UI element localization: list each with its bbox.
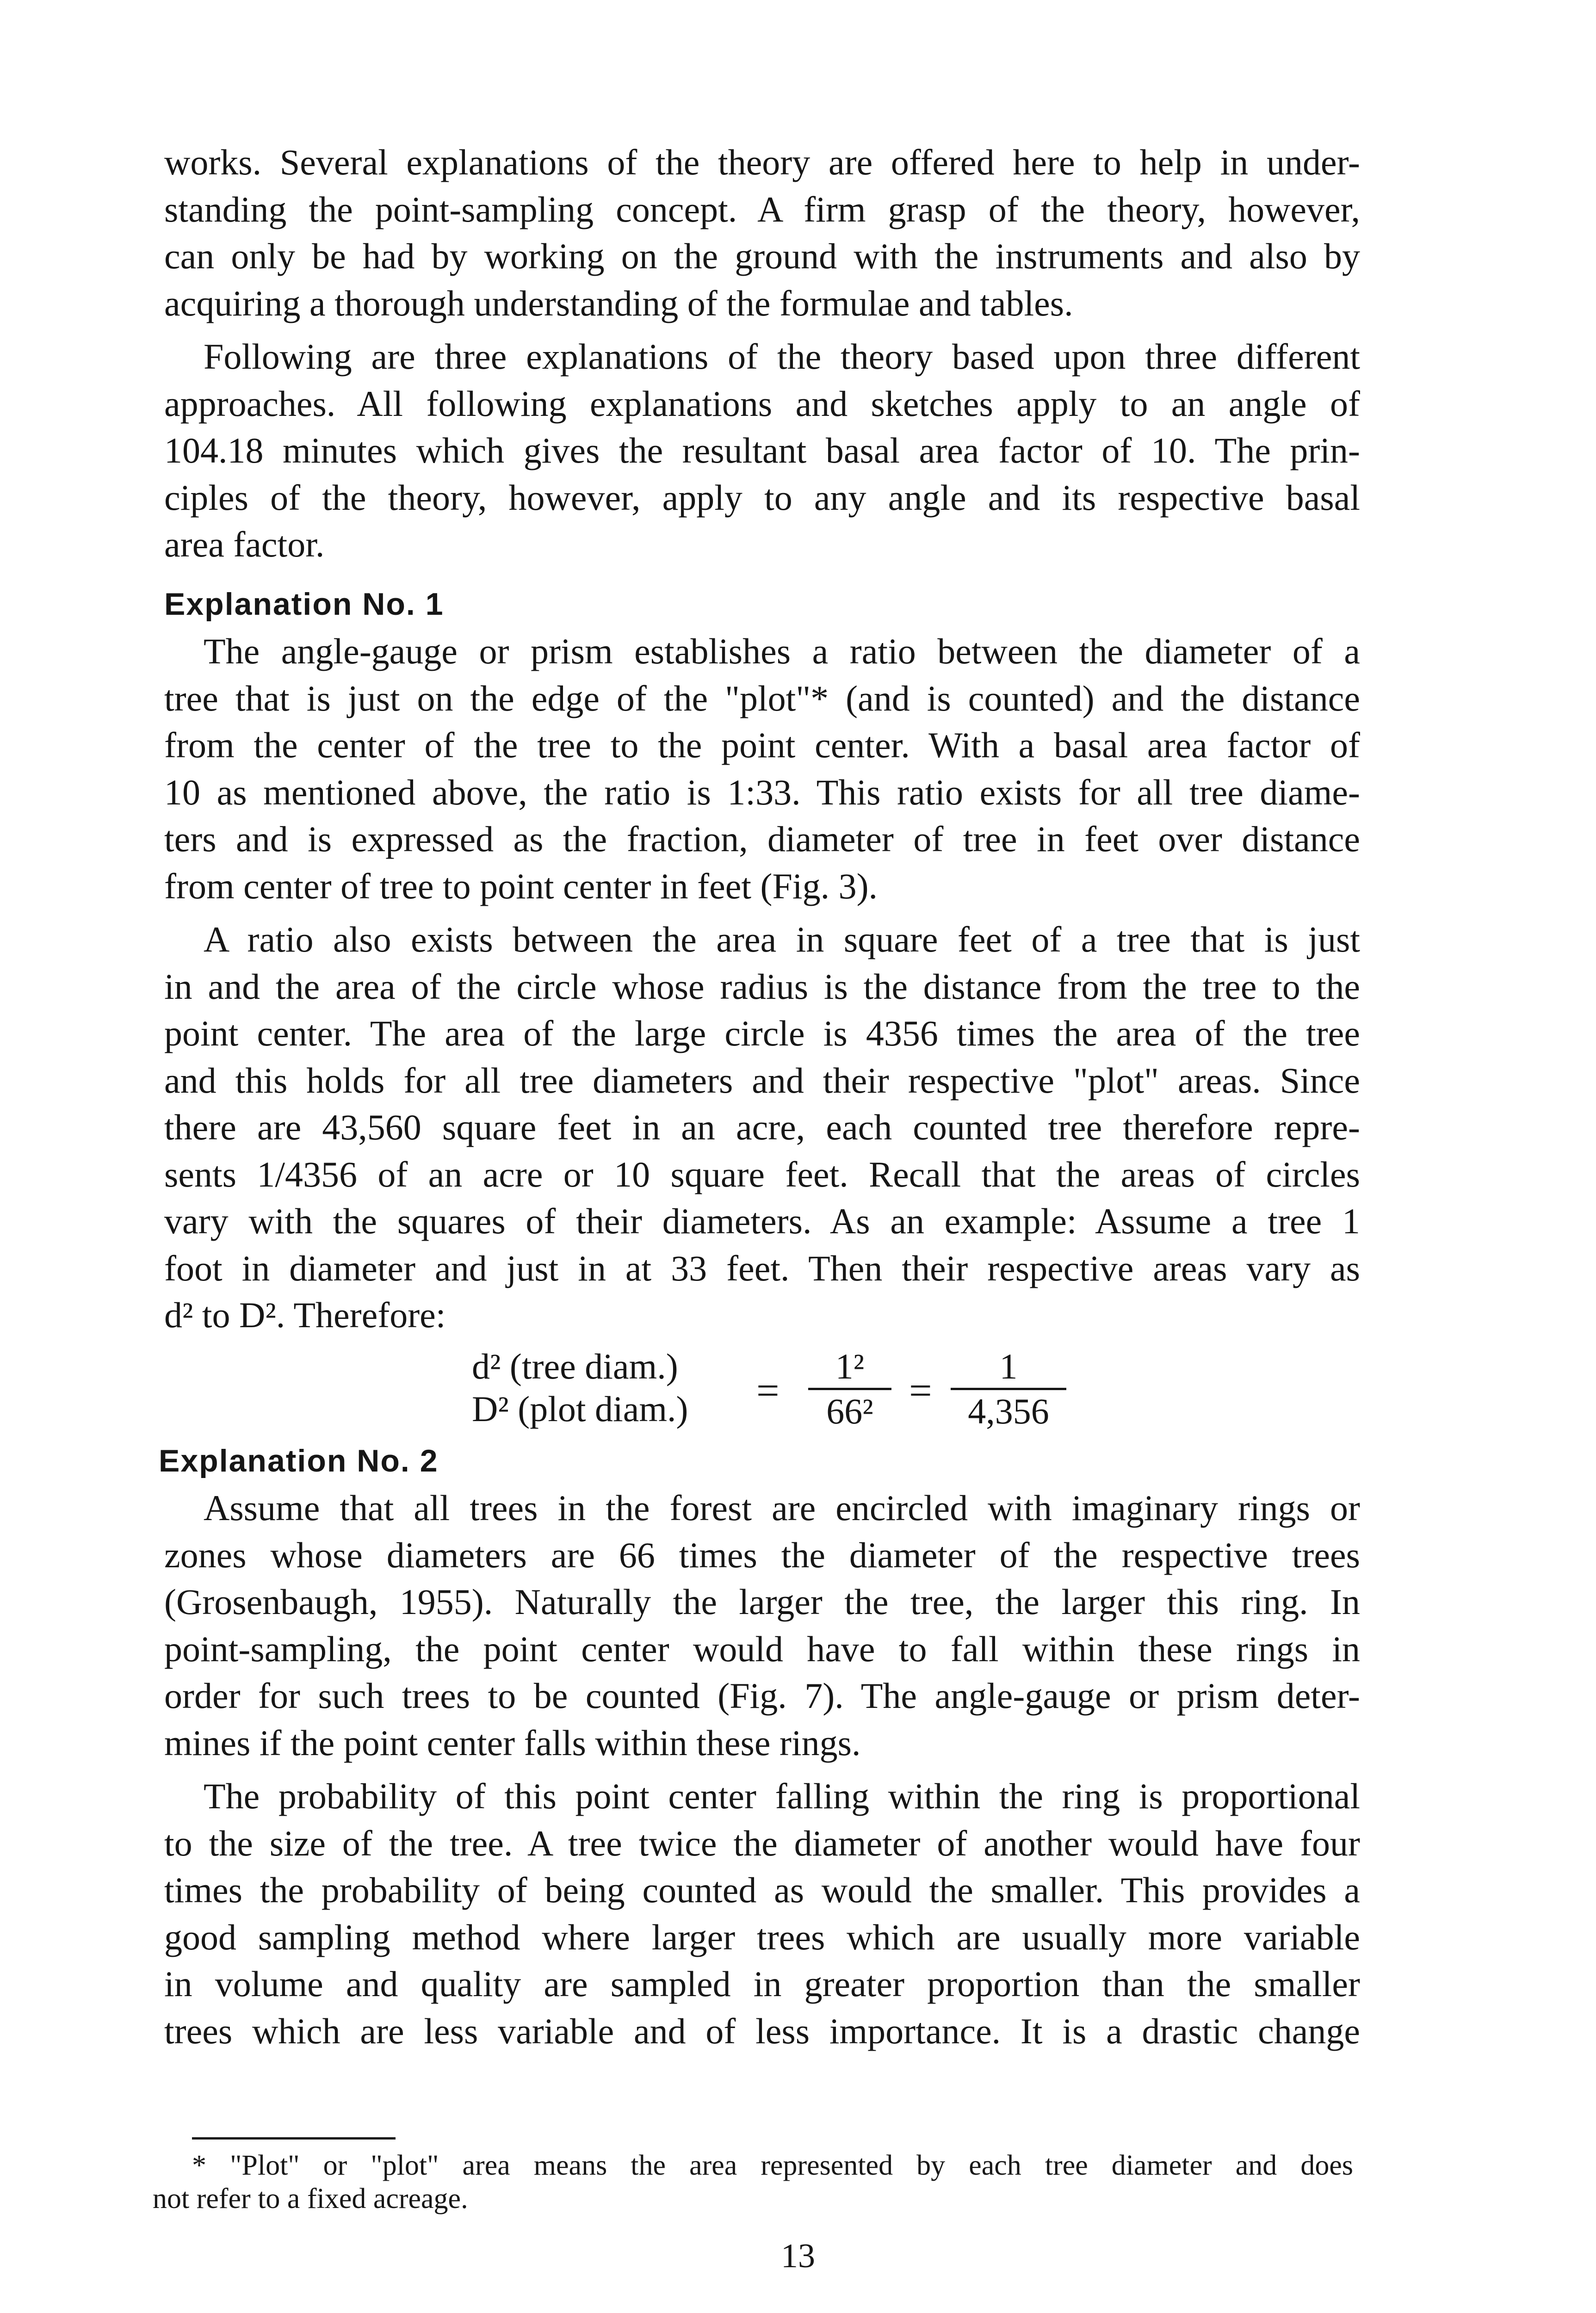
text-line: 10 as mentioned above, the ratio is 1:33. This ratio exists for all tree diame- (164, 772, 1360, 812)
text-line: mines if the point center falls within these rings. (164, 1722, 861, 1763)
footnote (153, 2149, 1353, 2215)
formula-middle-numerator: 1² (835, 1346, 865, 1386)
text-line: A ratio also exists between the area in square feet of a tree that is just (204, 919, 1360, 959)
text-line: times the probability of being counted as would the smaller. This provides a (164, 1870, 1360, 1910)
text-line: from the center of the tree to the point center. With a basal area factor of (164, 725, 1360, 765)
formula-right-denominator: 4,356 (951, 1388, 1066, 1433)
text-line: Following are three explanations of the theory based upon three different (204, 336, 1360, 377)
text-line: from center of tree to point center in feet (Fig. 3). (164, 866, 878, 906)
area-ratio-formula (164, 1345, 1360, 1438)
text-line: The angle-gauge or prism establishes a ratio between the diameter of a (204, 631, 1360, 671)
text-line: Assume that all trees in the forest are encircled with imaginary rings or (204, 1488, 1360, 1528)
equals-sign: = (756, 1368, 779, 1413)
footnote-line: not refer to a fixed acreage. (153, 2183, 468, 2214)
text-line: in volume and quality are sampled in greater proportion than the smaller (164, 1964, 1360, 2004)
formula-left-numerator: d² (tree diam.) (472, 1346, 678, 1386)
page-number: 13 (781, 2237, 815, 2275)
footnote-divider (192, 2137, 396, 2140)
text-line: order for such trees to be counted (Fig. 7). The angle-gauge or prism deter- (164, 1676, 1360, 1716)
formula-right-fraction (951, 1345, 1066, 1433)
text-line: good sampling method where larger trees which are usually more variable (164, 1917, 1360, 1957)
formula-middle-fraction (808, 1345, 891, 1433)
text-line: zones whose diameters are 66 times the diameter of the respective trees (164, 1534, 1360, 1575)
text-line: can only be had by working on the ground with the instruments and also by (164, 236, 1360, 276)
text-line: sents 1/4356 of an acre or 10 square feet. Recall that the areas of circles (164, 1154, 1360, 1194)
footnote-line: * "Plot" or "plot" area means the area represented by each tree diameter and does (192, 2150, 1353, 2181)
text-line: 104.18 minutes which gives the resultant basal area factor of 10. The prin- (164, 430, 1360, 470)
formula-middle-denominator: 66² (808, 1388, 891, 1433)
text-line: there are 43,560 square feet in an acre, each counted tree therefore repre- (164, 1107, 1360, 1147)
explanation-1-paragraph-2 (164, 916, 1360, 1339)
text-line: foot in diameter and just in at 33 feet. Then their respective areas vary as (164, 1248, 1360, 1288)
text-line: to the size of the tree. A tree twice the diameter of another would have four (164, 1823, 1360, 1863)
intro-paragraph-1 (164, 139, 1360, 327)
text-line: point-sampling, the point center would have to fall within these rings in (164, 1628, 1360, 1669)
text-line: works. Several explanations of the theory are offered here to help in under- (164, 142, 1360, 182)
text-line: d² to D². Therefore: (164, 1295, 446, 1335)
text-line: area factor. (164, 524, 325, 564)
text-line: The probability of this point center falling within the ring is proportional (204, 1776, 1360, 1816)
text-line: (Grosenbaugh, 1955). Naturally the larger the tree, the larger this ring. In (164, 1582, 1360, 1622)
formula-right-numerator: 1 (999, 1346, 1018, 1386)
explanation-2-paragraph-2 (164, 1773, 1360, 2054)
formula-left-denominator: D² (plot diam.) (472, 1388, 688, 1429)
text-line: vary with the squares of their diameters. As an example: Assume a tree 1 (164, 1201, 1360, 1241)
text-line: standing the point-sampling concept. A firm grasp of the theory, however, (164, 189, 1360, 229)
text-line: ters and is expressed as the fraction, diameter of tree in feet over distance (164, 819, 1360, 859)
section-heading-explanation-1: Explanation No. 1 (164, 586, 444, 622)
body-text (159, 139, 1360, 2061)
text-line: and this holds for all tree diameters and their respective "plot" areas. Since (164, 1060, 1360, 1101)
text-line: acquiring a thorough understanding of the formulae and tables. (164, 283, 1073, 323)
text-line: approaches. All following explanations and sketches apply to an angle of (164, 383, 1360, 424)
text-line: in and the area of the circle whose radius is the distance from the tree to the (164, 966, 1360, 1007)
explanation-2-paragraph-1 (164, 1484, 1360, 1766)
text-line: tree that is just on the edge of the "plot"* (and is counted) and the distance (164, 678, 1360, 718)
equals-sign: = (909, 1368, 932, 1413)
text-line: trees which are less variable and of less importance. It is a drastic change (164, 2010, 1360, 2051)
section-heading-explanation-2: Explanation No. 2 (159, 1443, 439, 1478)
text-line: point center. The area of the large circle is 4356 times the area of the tree (164, 1013, 1360, 1053)
formula-left-fraction (472, 1345, 731, 1430)
explanation-1-paragraph-1 (164, 628, 1360, 909)
text-line: ciples of the theory, however, apply to any angle and its respective basal (164, 477, 1360, 518)
intro-paragraph-2 (164, 333, 1360, 568)
